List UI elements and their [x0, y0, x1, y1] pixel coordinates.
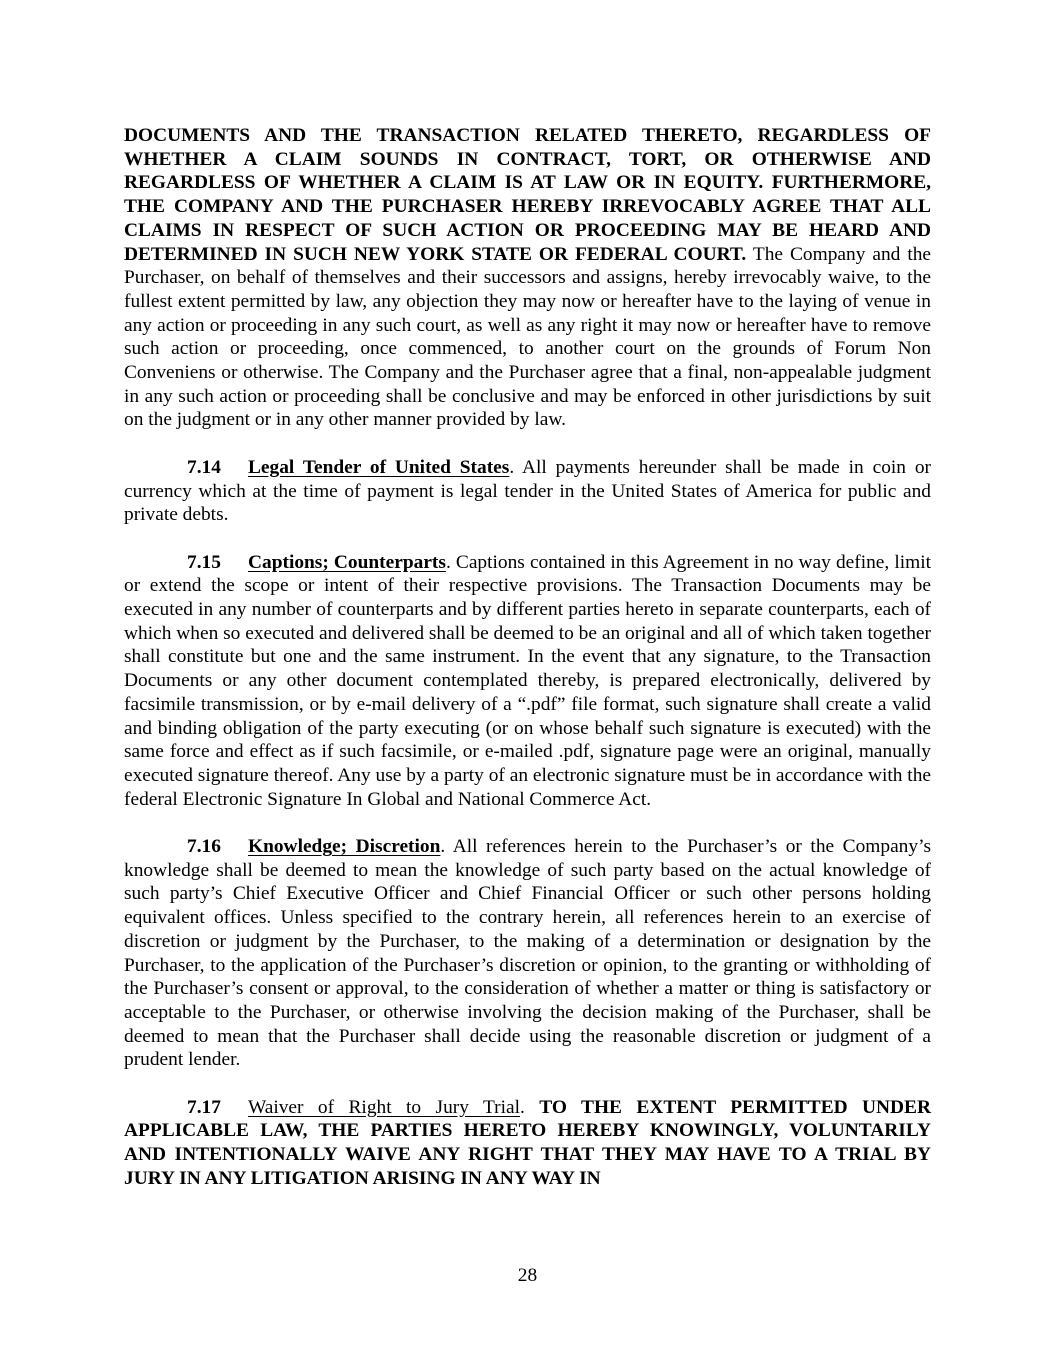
section-heading: Waiver of Right to Jury Trial: [248, 1096, 520, 1118]
section-heading: Knowledge; Discretion: [248, 836, 441, 858]
section-body: TO THE EXTENT PERMITTED UNDER APPLICABLE LAW, THE PARTIES HERETO HEREBY KNOWINGLY, VOLUNTARILY AND INTENTIONALLY WAIVE ANY RIGHT THAT THEY MAY HAVE TO A TRIAL BY JURY IN ANY LITIGATION ARISING IN ANY WAY IN: [124, 1096, 931, 1189]
section-heading: Captions; Counterparts: [248, 551, 446, 573]
section-number: 7.15: [187, 551, 221, 573]
section-heading: Legal Tender of United States: [248, 456, 510, 478]
section-7-17: 7.17 Waiver of Right to Jury Trial. TO THE EXTENT PERMITTED UNDER APPLICABLE LAW, THE PARTIES HERETO HEREBY KNOWINGLY, VOLUNTARILY AND INTENTIONALLY WAIVE ANY RIGHT THAT THEY MAY HAVE TO A TRIAL BY JURY IN ANY LITIGATION ARISING IN ANY WAY IN: [124, 1096, 931, 1189]
page-number: 28: [517, 1265, 538, 1286]
section-body: All payments hereunder shall be made in coin or currency which at the time of payment is legal tender in the United States of America for public and private debts.: [124, 456, 931, 526]
intro-body-text: The Company and the Purchaser, on behalf of themselves and their successors and assigns, hereby irrevocably waive, to the fullest extent permitted by law, any objection they may now or hereafter have to the laying of venue in any action or proceeding in any such court, as well as any right it may now or hereafter have to remove such action or proceeding, once commenced, to another court on the grounds of Forum Non Conveniens or otherwise. The Company and the Purchaser agree that a final, non-appealable judgment in any such action or proceeding shall be conclusive and may be enforced in other jurisdictions by suit on the judgment or in any other manner provided by law.: [124, 243, 932, 431]
section-7-16: 7.16 Knowledge; Discretion. All references herein to the Purchaser’s or the Company’s knowledge shall be deemed to mean the knowledge of such party based on the actual knowledge of such party’s Chief Executive Officer and Chief Financial Officer or such other persons holding equivalent offices. Unless specified to the contrary herein, all references herein to an exercise of discretion or judgment by the Purchaser, to the making of a determination or designation by the Purchaser, to the application of the Purchaser’s discretion or opinion, to the granting or withholding of the Purchaser’s consent or approval, to the consideration of whether a matter or thing is satisfactory or acceptable to the Purchaser, or otherwise involving the decision making of the Purchaser, shall be deemed to mean that the Purchaser shall decide using the reasonable discretion or judgment of a prudent lender.: [124, 836, 932, 1071]
section-number: 7.14: [187, 456, 221, 478]
section-number: 7.16: [187, 836, 221, 858]
section-body: All references herein to the Purchaser’s or the Company’s knowledge shall be deemed to mean the knowledge of such party based on the actual knowledge of such party’s Chief Executive Officer and Chief Financial Officer or such other persons holding equivalent offices. Unless specified to the contrary herein, all references herein to an exercise of discretion or judgment by the Purchaser, to the making of a determination or designation by the Purchaser, to the application of the Purchaser’s discretion or opinion, to the granting or withholding of the Purchaser’s consent or approval, to the consideration of whether a matter or thing is satisfactory or acceptable to the Purchaser, or otherwise involving the decision making of the Purchaser, shall be deemed to mean that the Purchaser shall decide using the reasonable discretion or judgment of a prudent lender.: [124, 836, 932, 1071]
section-number: 7.17: [187, 1096, 221, 1118]
section-7-14: 7.14 Legal Tender of United States. All payments hereunder shall be made in coin or currency which at the time of payment is legal tender in the United States of America for public and private debts.: [124, 456, 931, 526]
intro-paragraph: [124, 124, 931, 432]
intro-bold-text: DOCUMENTS AND THE TRANSACTION RELATED THERETO, REGARDLESS OF WHETHER A CLAIM SOUNDS IN CONTRACT, TORT, OR OTHERWISE AND REGARDLESS OF WHETHER A CLAIM IS AT LAW OR IN EQUITY. FURTHERMORE, THE COMPANY AND THE PURCHASER HEREBY IRREVOCABLY AGREE THAT ALL CLAIMS IN RESPECT OF SUCH ACTION OR PROCEEDING MAY BE HEARD AND DETERMINED IN SUCH NEW YORK STATE OR FEDERAL COURT.: [124, 125, 931, 265]
section-7-15: 7.15 Captions; Counterparts. Captions contained in this Agreement in no way define, limit or extend the scope or intent of their respective provisions. The Transaction Documents may be executed in any number of counterparts and by different parties hereto in separate counterparts, each of which when so executed and delivered shall be deemed to be an original and all of which taken together shall constitute but one and the same instrument. In the event that any signature, to the Transaction Documents or any other document contemplated thereby, is prepared electronically, delivered by facsimile transmission, or by e-mail delivery of a “.pdf” file format, such signature shall create a valid and binding obligation of the party executing (or on whose behalf such signature is executed) with the same force and effect as if such facsimile, or e-mailed .pdf, signature page were an original, manually executed signature thereof. Any use by a party of an electronic signature must be in accordance with the federal Electronic Signature In Global and National Commerce Act.: [124, 551, 931, 810]
document-page: [124, 124, 931, 1191]
section-body: Captions contained in this Agreement in no way define, limit or extend the scope or intent of their respective provisions. The Transaction Documents may be executed in any number of counterparts and by different parties hereto in separate counterparts, each of which when so executed and delivered shall be deemed to be an original and all of which taken together shall constitute but one and the same instrument. In the event that any signature, to the Transaction Documents or any other document contemplated thereby, is prepared electronically, delivered by facsimile transmission, or by e-mail delivery of a “.pdf” file format, such signature shall create a valid and binding obligation of the party executing (or on whose behalf such signature is executed) with the same force and effect as if such facsimile, or e-mailed .pdf, signature page were an original, manually executed signature thereof. Any use by a party of an electronic signature must be in accordance with the federal Electronic Signature In Global and National Commerce Act.: [124, 551, 931, 810]
